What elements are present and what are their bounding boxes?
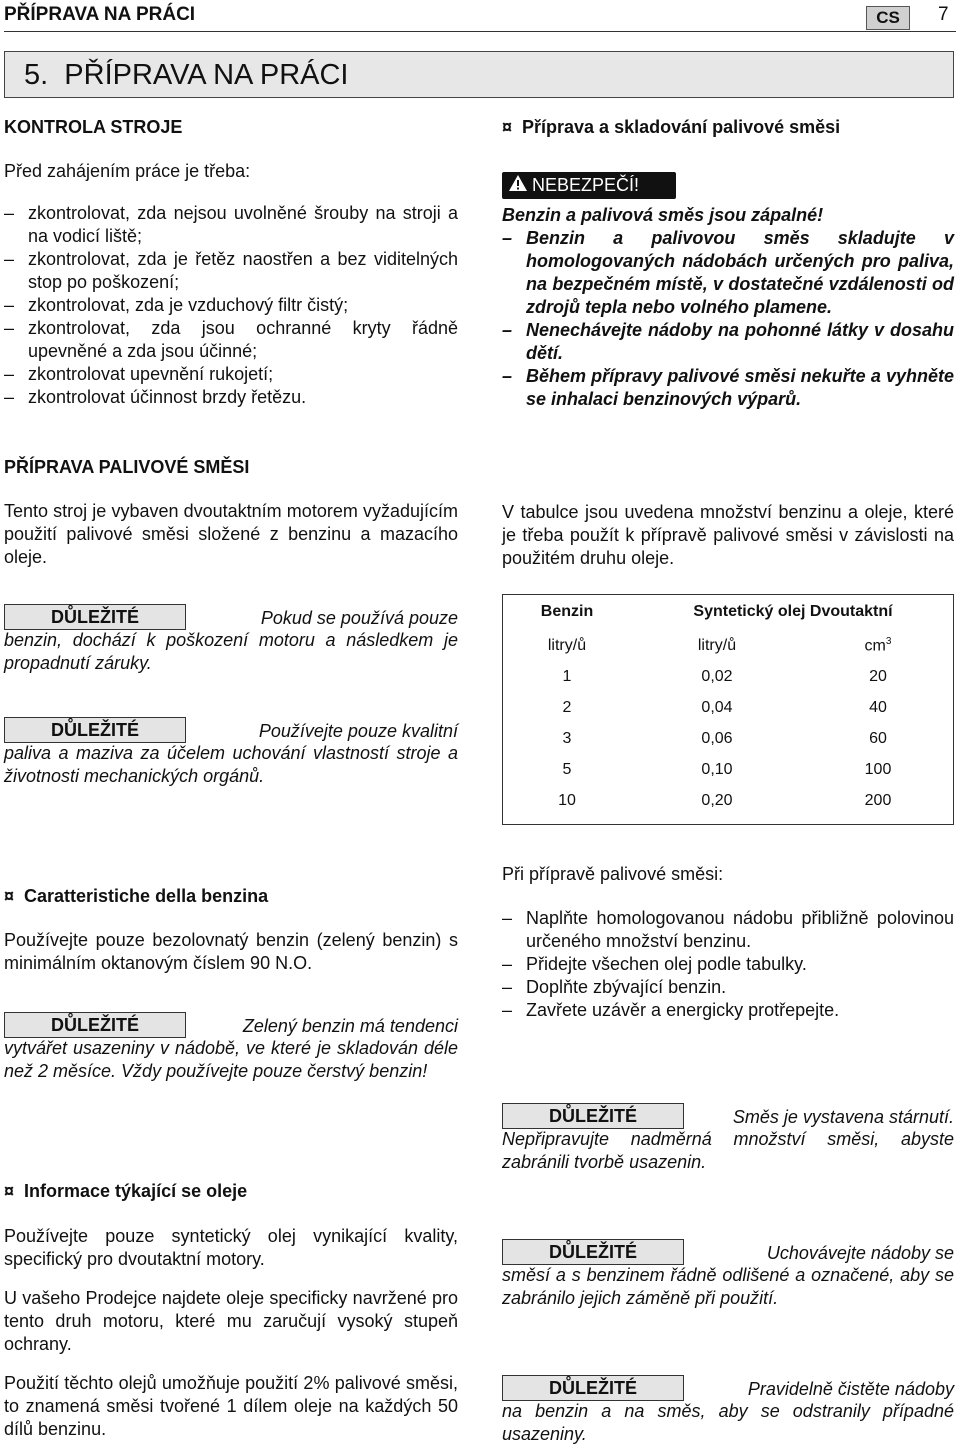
inspection-heading: KONTROLA STROJE [4,117,183,137]
list-item: – Zavřete uzávěr a energicky protřepejte. [502,999,954,1022]
list-item: – Přidejte všechen olej podle tabulky. [502,953,954,976]
list-item: – Naplňte homologovanou nádobu přibližně polovinou určeného množství benzinu. [502,907,954,953]
list-item: – zkontrolovat účinnost brzdy řetězu. [4,386,458,409]
important-text: na benzin a na směs, aby se odstranily případné usazeniny. [502,1401,954,1444]
table-row: 1 0,02 20 [562,667,887,685]
important-note-3 [4,1012,458,1083]
important-label: DŮLEŽITÉ [502,1239,684,1265]
table-header-benzin: Benzin [540,603,594,620]
important-lead: Uchovávejte nádoby se [766,1243,954,1263]
danger-list [502,227,954,411]
important-label: DŮLEŽITÉ [502,1375,684,1401]
table-row: 2 0,04 40 [562,698,887,716]
table-intro: V tabulce jsou uvedena množství benzinu a oleje, které je třeba použít k přípravě palivové směsi v závislosti na použitém druhu oleje. [502,502,954,568]
gasoline-heading: ¤ Caratteristiche della benzina [4,886,269,906]
inspection-list [4,202,458,409]
warning-triangle-icon [508,173,528,200]
prep-intro: Při přípravě palivové směsi: [502,864,724,884]
gasoline-section [4,885,458,975]
table-unit-benzin: litry/ů [547,636,587,654]
important-label: DŮLEŽITÉ [4,604,186,630]
list-item: – zkontrolovat, zda je řetěz naostřen a bez viditelných stop po poškození; [4,248,458,294]
important-text: Nepřipravujte nadměrná množství směsi, abyste zabránili tvorbě usazenin. [502,1129,954,1172]
inspection-section [4,116,458,409]
mix-heading: PŘÍPRAVA PALIVOVÉ SMĚSI [4,457,250,477]
list-item: – zkontrolovat upevnění rukojetí; [4,363,458,386]
list-item: – Benzin a palivovou směs skladujte v homologovaných nádobách určených pro paliva, na bezpečném místě, v dostatečné vzdálenosti od zdrojů tepla nebo volného plamene. [502,227,954,319]
oil-heading: ¤ Informace týkající se oleje [4,1181,248,1201]
storage-section [502,116,954,411]
list-item: – zkontrolovat, zda je vzduchový filtr čistý; [4,294,458,317]
important-lead: Pokud se používá pouze [260,608,458,628]
important-note-5 [502,1239,954,1310]
chapter-title: 5. PŘÍPRAVA NA PRÁCI [24,59,349,91]
mix-section [4,456,458,569]
important-note-1 [4,604,458,675]
important-label: DŮLEŽITÉ [502,1103,684,1129]
important-text: vytvářet usazeniny v nádobě, ve které je skladován déle než 2 měsíce. Vždy používejte pouze čerstvý benzin! [4,1038,458,1081]
important-text: paliva a maziva za účelem uchování vlastností stroje a životnosti mechanických orgánů. [4,743,458,786]
list-item: – zkontrolovat, zda jsou ochranné kryty řádně upevněné a zda jsou účinné; [4,317,458,363]
oil-paragraph-1: Používejte pouze syntetický olej vynikající kvality, specifický pro dvoutaktní motory. [4,1226,458,1269]
important-lead: Pravidelně čistěte nádoby [747,1379,954,1399]
gasoline-text: Používejte pouze bezolovnatý benzin (zelený benzin) s minimálním oktanovým číslem 90 N.O. [4,930,458,973]
danger-lead: Benzin a palivová směs jsou zápalné! [502,205,824,225]
table-header-oil: Syntetický olej Dvoutaktní [693,603,893,620]
list-item: – zkontrolovat, zda nejsou uvolněné šrouby na stroji a na vodicí liště; [4,202,458,248]
important-lead: Používejte pouze kvalitní [258,721,458,741]
danger-label: NEBEZPEČÍ! [532,175,640,195]
list-item: – Doplňte zbývající benzin. [502,976,954,999]
important-lead: Zelený benzin má tendenci [242,1016,458,1036]
important-label: DŮLEŽITÉ [4,1012,186,1038]
table-unit-oil-litres: litry/ů [697,636,737,654]
danger-badge [502,172,676,199]
running-header-title: PŘÍPRAVA NA PRÁCI [4,4,196,25]
important-note-2 [4,717,458,788]
page-number: 7 [938,4,949,25]
fuel-mix-table [502,594,954,816]
list-item: – Nenechávejte nádoby na pohonné látky v dosahu dětí. [502,319,954,365]
prep-list [502,907,954,1022]
important-note-4 [502,1103,954,1174]
important-text: směsí a s benzinem řádně odlišené a označené, aby se zabránilo jejich záměně při použití. [502,1265,954,1308]
table-row: 3 0,06 60 [562,729,887,747]
inspection-intro: Před zahájením práce je třeba: [4,161,251,181]
important-note-6 [502,1375,954,1446]
storage-heading: ¤ Příprava a skladování palivové směsi [502,117,841,137]
oil-paragraph-2: U vašeho Prodejce najdete oleje specificky navržené pro tento druh motoru, které mu zaručují vysoký stupeň ochrany. [4,1288,458,1354]
important-text: benzin, dochází k poškození motoru a následkem je propadnutí záruky. [4,630,458,673]
table-row: 5 0,10 100 [562,760,892,778]
language-badge: CS [866,6,910,30]
important-label: DŮLEŽITÉ [4,717,186,743]
important-lead: Směs je vystavena stárnutí. [732,1107,954,1127]
oil-paragraph-3: Použití těchto olejů umožňuje použití 2% palivové směsi, to znamená směsi tvořené 1 dílem oleje na každých 50 dílů benzinu. [4,1373,458,1439]
table-row: 10 0,20 200 [558,791,892,809]
prep-section [502,863,954,1022]
header-rule [4,31,956,32]
list-item: – Během přípravy palivové směsi nekuřte a vyhněte se inhalaci benzinových výparů. [502,365,954,411]
mix-text: Tento stroj je vybaven dvoutaktním motorem vyžadujícím použití palivové směsi složené z benzinu a mazacího oleje. [4,501,458,567]
oil-section [4,1180,458,1441]
table-unit-oil-cm3: $cm^3$ [864,635,892,655]
